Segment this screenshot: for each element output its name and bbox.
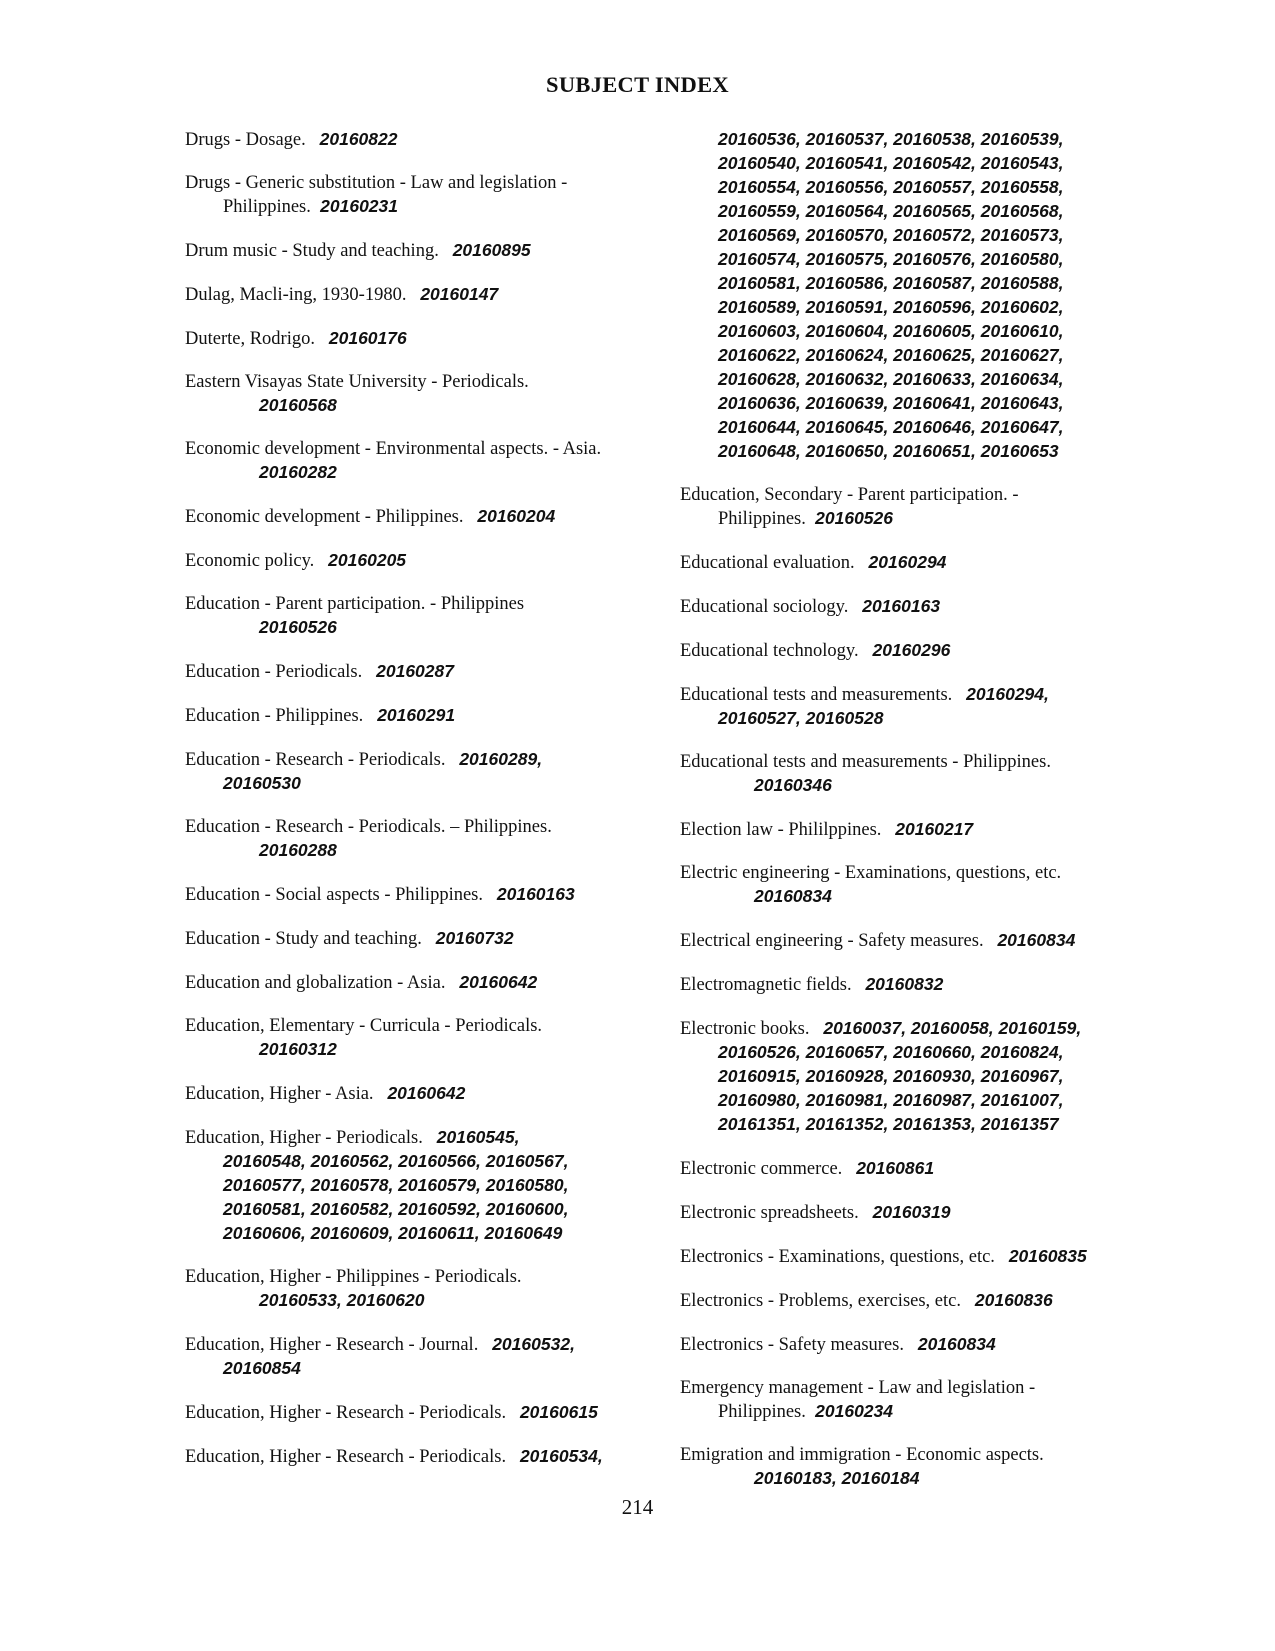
index-entry: [185, 505, 655, 529]
entry-heading: Electronic books.: [680, 1019, 810, 1039]
entry-refs: 20160636, 20160639, 20160641, 20160643,: [718, 393, 1064, 413]
entry-heading: Electronics - Safety measures.: [680, 1335, 904, 1355]
entry-refs: 20160836: [974, 1290, 1053, 1310]
index-entry: [680, 595, 1140, 619]
entry-refs: 20160854: [223, 1358, 301, 1378]
index-entry: [185, 1015, 655, 1062]
entry-refs: 20160183, 20160184: [754, 1468, 920, 1488]
entry-refs: 20160204: [477, 506, 556, 526]
index-entry: [185, 1126, 655, 1246]
index-entry: [185, 704, 655, 728]
entry-refs: 20160163: [496, 884, 575, 904]
index-entry: [185, 816, 655, 863]
index-entry: [680, 1444, 1140, 1491]
index-entry: [185, 128, 655, 152]
entry-refs: 20160163: [862, 596, 941, 616]
entry-heading: Education, Higher - Periodicals.: [185, 1128, 423, 1148]
entry-refs: 20160569, 20160570, 20160572, 20160573,: [718, 225, 1064, 245]
entry-refs: 20160615: [519, 1402, 598, 1422]
entry-refs: 20160606, 20160609, 20160611, 20160649: [223, 1223, 563, 1243]
entry-heading: Education, Higher - Research - Periodicals.: [185, 1447, 507, 1467]
entry-heading: Education and globalization - Asia.: [185, 973, 446, 993]
entry-refs: 20160294: [868, 552, 947, 572]
index-entry: [185, 371, 655, 418]
index-entry: [680, 862, 1140, 909]
entry-heading-cont: Philippines.: [718, 509, 806, 529]
left-column: [185, 128, 655, 1489]
entry-heading: Electromagnetic fields.: [680, 975, 852, 995]
entry-refs: 20160642: [387, 1083, 466, 1103]
index-entry: [185, 748, 655, 796]
entry-heading: Education, Elementary - Curricula - Periodicals.: [185, 1016, 543, 1036]
index-entry: [680, 1157, 1140, 1181]
entry-refs: 20160915, 20160928, 20160930, 20160967,: [718, 1066, 1064, 1086]
entry-heading: Electrical engineering - Safety measures.: [680, 931, 984, 951]
entry-refs: 20160532,: [492, 1334, 575, 1354]
index-entry: [680, 639, 1140, 663]
entry-refs: 20160287: [376, 661, 454, 681]
entry-refs: 20160530: [223, 773, 301, 793]
entry-refs: 20160176: [328, 328, 407, 348]
entry-refs: 20160644, 20160645, 20160646, 20160647,: [718, 417, 1064, 437]
index-entry: [185, 327, 655, 351]
entry-heading: Duterte, Rodrigo.: [185, 329, 315, 349]
entry-refs: 20161351, 20161352, 20161353, 20161357: [718, 1114, 1059, 1134]
index-entry: [680, 1377, 1140, 1424]
entry-refs: 20160346: [754, 775, 832, 795]
entry-heading: Election law - Phililppines.: [680, 820, 882, 840]
index-entry: [185, 1333, 655, 1381]
entry-refs: 20160832: [865, 974, 944, 994]
entry-heading: Economic development - Environmental aspects. - Asia.: [185, 439, 602, 459]
entry-refs: 20160834: [997, 930, 1076, 950]
entry-heading: Education, Higher - Research - Periodicals.: [185, 1403, 507, 1423]
entry-refs: 20160205: [328, 550, 407, 570]
index-entry: [680, 1201, 1140, 1225]
index-entry: [185, 927, 655, 951]
page-title: SUBJECT INDEX: [546, 72, 729, 97]
index-entry: [185, 438, 655, 485]
entry-heading: Eastern Visayas State University - Periodicals.: [185, 372, 529, 392]
right-column: [680, 128, 1140, 1511]
index-entry: [185, 1266, 655, 1313]
entry-refs: 20160288: [259, 840, 337, 860]
entry-refs: 20160554, 20160556, 20160557, 20160558,: [718, 177, 1064, 197]
entry-heading: Educational sociology.: [680, 597, 849, 617]
entry-heading: Education - Philippines.: [185, 706, 364, 726]
entry-refs: 20160037, 20160058, 20160159,: [823, 1018, 1082, 1038]
entry-refs: 20160291: [377, 705, 456, 725]
index-entry: [680, 973, 1140, 997]
entry-refs: 20160147: [420, 284, 499, 304]
entry-refs: 20160568: [259, 395, 337, 415]
entry-heading: Economic development - Philippines.: [185, 507, 464, 527]
entry-refs: 20160895: [452, 240, 531, 260]
index-entry: [185, 239, 655, 263]
entry-refs: 20160526, 20160657, 20160660, 20160824,: [718, 1042, 1064, 1062]
entry-heading: Emigration and immigration - Economic aspects.: [680, 1445, 1044, 1465]
entry-refs: 20160648, 20160650, 20160651, 20160653: [718, 441, 1059, 461]
entry-refs: 20160559, 20160564, 20160565, 20160568,: [718, 201, 1064, 221]
page-number: 214: [621, 1495, 654, 1519]
entry-refs: 20160834: [754, 886, 832, 906]
index-entry: [680, 1333, 1140, 1357]
entry-refs: 20160835: [1008, 1246, 1087, 1266]
entry-heading: Drugs - Dosage.: [185, 130, 306, 150]
entry-heading: Electronics - Examinations, questions, etc.: [680, 1247, 995, 1267]
index-entry: [185, 1082, 655, 1106]
index-entry: [185, 883, 655, 907]
entry-refs: 20160545,: [436, 1127, 520, 1147]
entry-refs: 20160589, 20160591, 20160596, 20160602,: [718, 297, 1064, 317]
entry-heading: Economic policy.: [185, 551, 315, 571]
entry-heading: Dulag, Macli-ing, 1930-1980.: [185, 285, 407, 305]
entry-refs: 20160628, 20160632, 20160633, 20160634,: [718, 369, 1064, 389]
entry-refs: 20160822: [319, 129, 398, 149]
entry-refs: 20160834: [917, 1334, 996, 1354]
entry-heading: Drum music - Study and teaching.: [185, 241, 439, 261]
entry-refs: 20160861: [856, 1158, 935, 1178]
entry-heading: Education - Study and teaching.: [185, 929, 422, 949]
entry-heading: Emergency management - Law and legislation -: [680, 1378, 1036, 1398]
entry-refs: 20160234: [815, 1401, 894, 1421]
index-entry: [185, 660, 655, 684]
entry-refs: 20160526: [815, 508, 894, 528]
entry-refs: 20160289,: [459, 749, 543, 769]
entry-refs: 20160581, 20160582, 20160592, 20160600,: [223, 1199, 569, 1219]
entry-heading: Electronic spreadsheets.: [680, 1203, 859, 1223]
entry-refs: 20160540, 20160541, 20160542, 20160543,: [718, 153, 1064, 173]
entry-refs: 20160319: [872, 1202, 951, 1222]
entry-refs: 20160231: [320, 196, 399, 216]
index-entry: [680, 484, 1140, 531]
index-entry: [185, 283, 655, 307]
entry-refs: 20160548, 20160562, 20160566, 20160567,: [223, 1151, 569, 1171]
entry-refs: 20160294,: [966, 684, 1049, 704]
index-entry: [185, 971, 655, 995]
entry-refs: 20160980, 20160981, 20160987, 20161007,: [718, 1090, 1064, 1110]
entry-heading: Education - Research - Periodicals.: [185, 750, 446, 770]
index-entry: [680, 1289, 1140, 1313]
entry-heading: Education, Secondary - Parent participation. -: [680, 485, 1019, 505]
entry-refs: 20160577, 20160578, 20160579, 20160580,: [223, 1175, 569, 1195]
index-entry: [680, 683, 1140, 731]
entry-heading: Education - Social aspects - Philippines.: [185, 885, 483, 905]
entry-heading: Education - Periodicals.: [185, 662, 363, 682]
entry-heading: Education - Research - Periodicals. – Philippines.: [185, 817, 552, 837]
entry-refs: 20160536, 20160537, 20160538, 20160539,: [718, 129, 1064, 149]
index-entry: [185, 549, 655, 573]
entry-refs: 20160526: [259, 617, 337, 637]
index-entry: [680, 751, 1140, 798]
entry-heading: Drugs - Generic substitution - Law and legislation -: [185, 173, 568, 193]
index-entry: [185, 1445, 655, 1469]
index-entry: [680, 551, 1140, 575]
entry-heading: Education, Higher - Asia.: [185, 1084, 374, 1104]
entry-heading: Educational tests and measurements - Philippines.: [680, 752, 1051, 772]
entry-refs: 20160574, 20160575, 20160576, 20160580,: [718, 249, 1064, 269]
index-entry: [680, 1017, 1140, 1137]
entry-heading: Education, Higher - Research - Journal.: [185, 1335, 479, 1355]
entry-heading-cont: Philippines.: [718, 1402, 806, 1422]
entry-refs: 20160732: [435, 928, 514, 948]
entry-heading: Educational tests and measurements.: [680, 685, 953, 705]
entry-refs: 20160581, 20160586, 20160587, 20160588,: [718, 273, 1064, 293]
entry-refs: 20160296: [872, 640, 951, 660]
index-entry: [680, 818, 1140, 842]
entry-refs: 20160533, 20160620: [259, 1290, 425, 1310]
entry-heading: Educational technology.: [680, 641, 859, 661]
index-entry: [185, 1401, 655, 1425]
entry-heading: Electronics - Problems, exercises, etc.: [680, 1291, 961, 1311]
entry-refs: 20160534,: [519, 1446, 603, 1466]
entry-refs: 20160642: [459, 972, 538, 992]
entry-refs: 20160527, 20160528: [718, 708, 884, 728]
index-entry: [680, 1245, 1140, 1269]
index-entry: [185, 172, 655, 219]
entry-heading-cont: Philippines.: [223, 197, 311, 217]
entry-heading: Education - Parent participation. - Philippines: [185, 594, 525, 614]
entry-refs: 20160312: [259, 1039, 337, 1059]
entry-heading: Education, Higher - Philippines - Periodicals.: [185, 1267, 522, 1287]
entry-refs: 20160622, 20160624, 20160625, 20160627,: [718, 345, 1064, 365]
entry-heading: Electric engineering - Examinations, questions, etc.: [680, 863, 1062, 883]
entry-heading: Electronic commerce.: [680, 1159, 843, 1179]
entry-refs: 20160217: [895, 819, 974, 839]
entry-heading: Educational evaluation.: [680, 553, 855, 573]
continued-refs: [680, 128, 1140, 464]
entry-refs: 20160603, 20160604, 20160605, 20160610,: [718, 321, 1064, 341]
index-entry: [185, 593, 655, 640]
entry-refs: 20160282: [259, 462, 337, 482]
index-entry: [680, 929, 1140, 953]
